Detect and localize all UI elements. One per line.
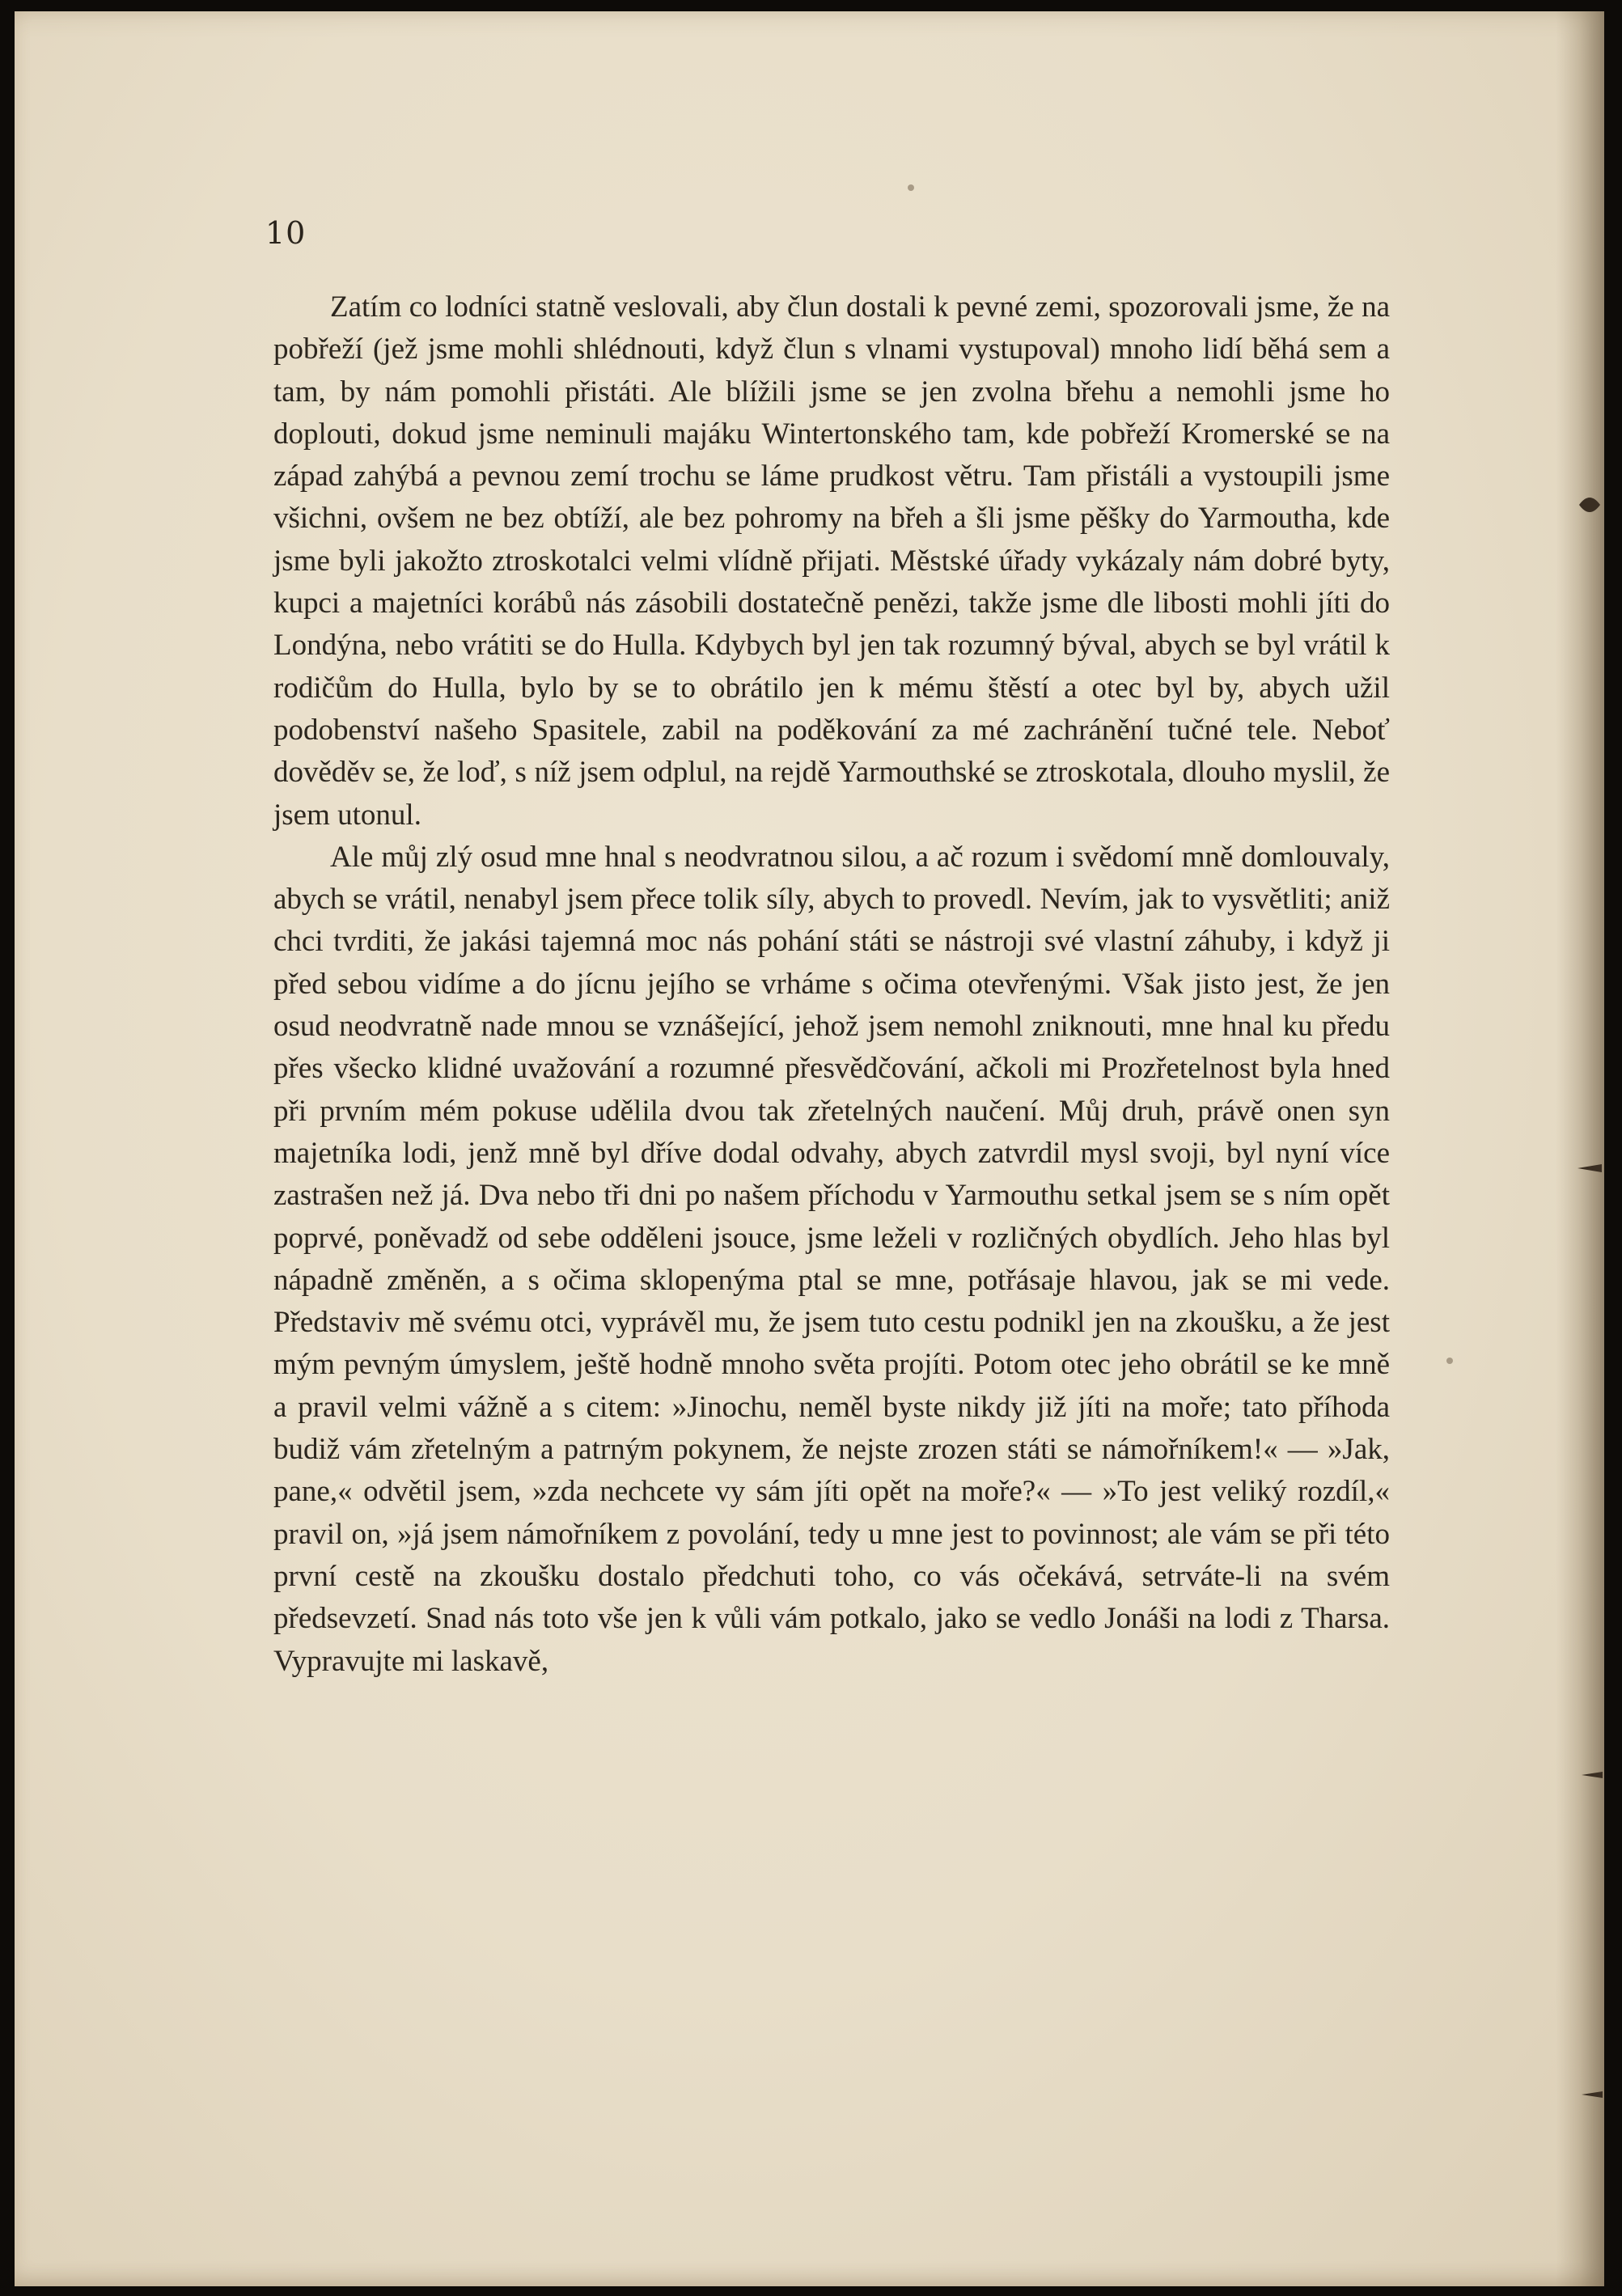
- paper-speck-mark: [908, 184, 914, 191]
- binding-stitch-icon: [1580, 2082, 1604, 2107]
- page-gutter-shadow: [1556, 11, 1604, 2286]
- binding-stitch-icon: [1576, 481, 1603, 529]
- paper-speck-mark: [1446, 1358, 1453, 1364]
- page-number: 10: [265, 215, 307, 251]
- paragraph-2: Ale můj zlý osud mne hnal s neodvratnou silou, a ač rozum i svědomí mně domlouvaly, abych se vrátil, nenabyl jsem přece tolik síly, abych to provedl. Nevím, jak to vysvětliti; aniž chci tvrditi, že jakási tajemná moc nás pohání státi se nástroji své vlastní záhuby, i když ji před sebou vidíme a do jícnu jejího se vrháme s očima otevřenými. Však jisto jest, že jen osud neodvratně nade mnou se vznášející, jehož jsem nemohl zniknouti, mne hnal ku předu přes všecko klidné uvažování a rozumné přesvědčování, ačkoli mi Prozřetelnost byla hned při prvním mém pokuse udělila dvou tak zřetelných naučení. Můj druh, právě onen syn majetníka lodi, jenž mně byl dříve dodal odvahy, abych zatvrdil mysl svoji, byl nyní více zastrašen než já. Dva nebo tři dni po našem příchodu v Yarmouthu setkal jsem se s ním opět poprvé, poněvadž od sebe odděleni jsouce, jsme leželi v rozličných obydlích. Jeho hlas byl nápadně změněn, a s očima sklopenýma ptal se mne, potřásaje hlavou, jak se mi vede. Představiv mě svému otci, vyprávěl mu, že jsem tuto cestu podnikl jen na zkoušku, a že jest mým pevným úmyslem, ještě hodně mnoho světa projíti. Potom otec jeho obrátil se ke mně a pravil velmi vážně a s citem: »Jinochu, neměl byste nikdy již jíti na moře; tato příhoda budiž vám zřetelným a patrným pokynem, že nejste zrozen státi se námořníkem!« — »Jak, pane,« odvětil jsem, »zda nechcete vy sám jíti opět na moře?« — »To jest veliký rozdíl,« pravil on, »já jsem námořníkem z povolání, tedy u mne jest to povinnost; ale vám se při této první cestě na zkoušku dostalo předchuti toho, co vás očekává, setrváte-li na svém předsevzetí. Snad nás toto vše jen k vůli vám potkalo, jako se vedlo Jonáši na lodi z Tharsa. Vypravujte mi laskavě,: [273, 840, 1390, 1678]
- paragraph-1: Zatím co lodníci statně veslovali, aby člun dostali k pevné zemi, spozorovali jsme, že na pobřeží (jež jsme mohli shlédnouti, když člun s vlnami vystupoval) mnoho lidí běhá sem a tam, by nám pomohli přistáti. Ale blížili jsme se jen zvolna břehu a nemohli jsme ho doplouti, dokud jsme neminuli majáku Wintertonského tam, kde pobřeží Kromerské se na západ zahýbá a pevnou zemí trochu se láme prudkost větru. Tam přistáli a vystoupili jsme všichni, ovšem ne bez obtíží, ale bez pohromy na břeh a šli jsme pěšky do Yarmoutha, kde jsme byli jakožto ztroskotalci velmi vlídně přijati. Městské úřady vykázaly nám dobré byty, kupci a majetníci korábů nás zásobili dostatečně penězi, takže jsme dle libosti mohli jíti do Londýna, nebo vrátiti se do Hulla. Kdybych byl jen tak rozumný býval, abych se byl vrátil k rodičům do Hulla, bylo by se to obrátilo jen k mému štěstí a otec byl by, abych užil podobenství našeho Spasitele, zabil na poděkování za mé zachránění tučné tele. Neboť dověděv se, že loď, s níž jsem odplul, na rejdě Yarmouthské se ztroskotala, dlouho myslil, že jsem utonul.: [273, 290, 1390, 832]
- binding-stitch-icon: [1580, 1759, 1604, 1791]
- body-text: [273, 286, 1390, 1683]
- binding-stitch-icon: [1576, 1156, 1603, 1180]
- book-page: [15, 11, 1604, 2286]
